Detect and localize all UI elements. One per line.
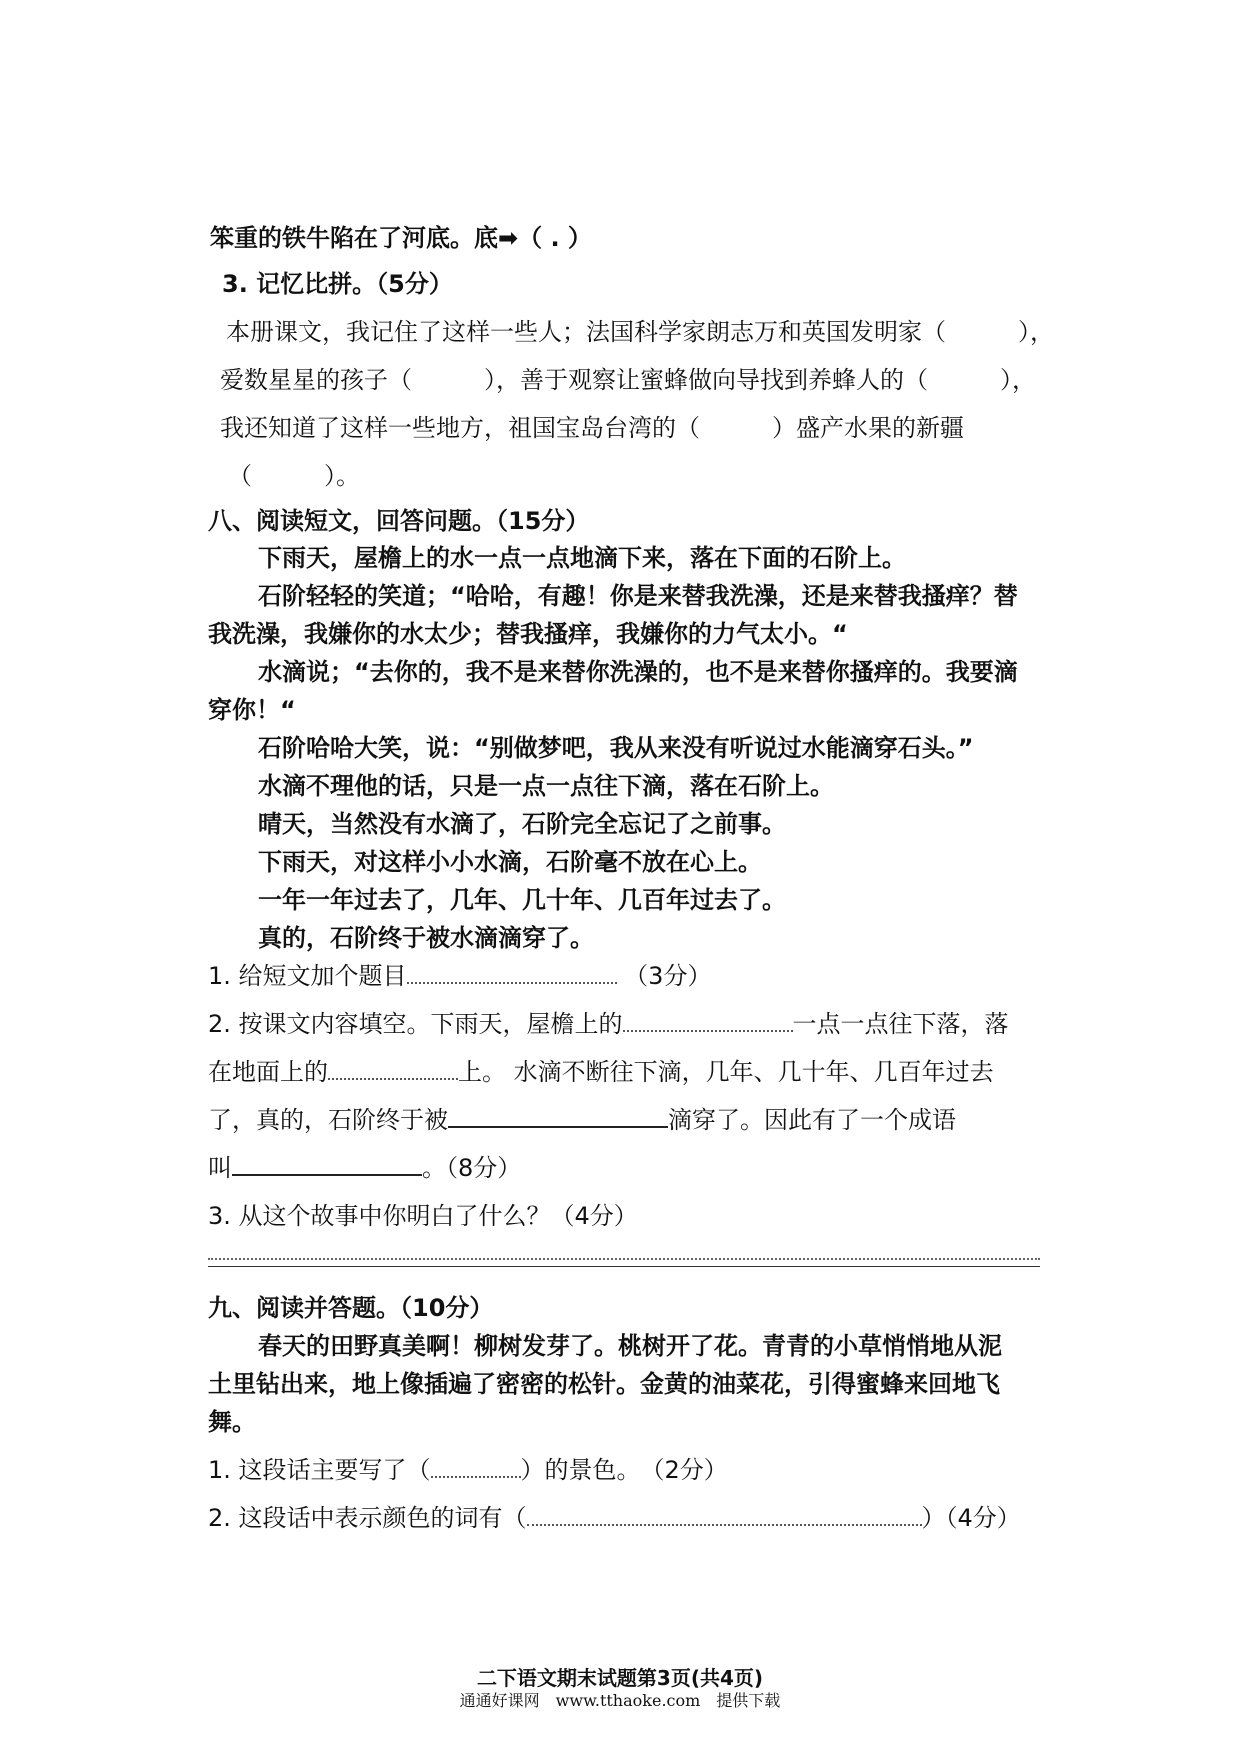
s8-q2-blank-1[interactable] <box>623 1008 793 1032</box>
s8-q2-text-4a: 叫 <box>208 1154 232 1182</box>
passage-line-8: 晴天，当然没有水滴了，石阶完全忘记了之前事。 <box>258 810 786 838</box>
passage-line-7: 水滴不理他的话，只是一点一点往下滴，落在石阶上。 <box>258 772 834 800</box>
passage-line-9: 下雨天，对这样小小水滴，石阶毫不放在心上。 <box>258 848 762 876</box>
s8-q2-line-2 <box>208 1056 994 1088</box>
page-footer-source: 通通好课网 www.tthaoke.com 提供下载 <box>459 1691 781 1710</box>
q2-item-line: 笨重的铁牛陷在了河底。底➡（ . ） <box>210 224 592 252</box>
s8-q2-text-4b: 。（8分） <box>422 1154 522 1182</box>
s8-q2-text-1b: 一点一点往下落，落 <box>792 1010 1009 1038</box>
passage-line-11: 真的，石阶终于被水滴滴穿了。 <box>258 924 594 952</box>
s9-q2-blank[interactable] <box>527 1504 922 1526</box>
q3-line-2: 爱数星星的孩子（ ），善于观察让蜜蜂做向导找到养蜂人的（ ）， <box>220 366 1036 394</box>
s8-q3-answer-line[interactable] <box>208 1258 1040 1260</box>
s8-q1-blank[interactable] <box>407 960 617 984</box>
passage-line-1: 下雨天，屋檐上的水一点一点地滴下来，落在下面的石阶上。 <box>258 544 906 572</box>
s8-q1 <box>208 960 711 992</box>
s8-q2-text-3b: 滴穿了。因此有了一个成语 <box>668 1106 956 1134</box>
s8-q2-text-1a: 2. 按课文内容填空。下雨天，屋檐上的 <box>208 1010 623 1038</box>
s8-q2-blank-4[interactable] <box>232 1152 422 1176</box>
passage-line-10: 一年一年过去了，几年、几十年、几百年过去了。 <box>258 886 786 914</box>
s8-q2-line-3 <box>208 1104 956 1136</box>
q3-line-4: （ ）。 <box>228 462 360 490</box>
s8-q2-blank-3[interactable] <box>448 1104 668 1128</box>
s9-q1-text-a: 1. 这段话主要写了（ <box>208 1456 431 1484</box>
section-9-title: 九、阅读并答题。（10分） <box>208 1294 494 1322</box>
s9-q1 <box>208 1454 728 1486</box>
s8-q2-line-4 <box>208 1152 521 1184</box>
passage-line-2: 石阶轻轻的笑道；“哈哈，有趣！你是来替我洗澡，还是来替我搔痒？替 <box>258 582 1018 610</box>
s9-q2 <box>208 1502 1021 1534</box>
q3-title: 3. 记忆比拼。（5分） <box>222 270 453 298</box>
q3-line-3: 我还知道了这样一些地方，祖国宝岛台湾的（ ）盛产水果的新疆 <box>220 414 964 442</box>
s9-passage-line-1: 春天的田野真美啊！柳树发芽了。桃树开了花。青青的小草悄悄地从泥 <box>258 1332 1002 1360</box>
q3-line-1: 本册课文，我记住了这样一些人；法国科学家朗志万和英国发明家（ ）， <box>226 318 1054 346</box>
passage-line-3: 我洗澡，我嫌你的水太少；替我搔痒，我嫌你的力气太小。“ <box>208 620 848 648</box>
passage-line-6: 石阶哈哈大笑，说：“别做梦吧，我从来没有听说过水能滴穿石头。” <box>258 734 974 762</box>
s8-q2-blank-2[interactable] <box>328 1056 458 1080</box>
page-footer-title: 二下语文期末试题第3页(共4页) <box>476 1666 764 1690</box>
s9-passage-line-2: 土里钻出来，地上像插遍了密密的松针。金黄的油菜花，引得蜜蜂来回地飞 <box>208 1370 1000 1398</box>
s9-q1-text-b: ）的景色。 （2分） <box>520 1456 728 1484</box>
s8-q2-line-1 <box>208 1008 1009 1040</box>
s8-q1-score: （3分） <box>624 962 712 990</box>
s8-q1-text: 1. 给短文加个题目 <box>208 962 407 990</box>
s8-q2-text-2b: 上。 水滴不断往下滴，几年、几十年、几百年过去 <box>458 1058 994 1086</box>
s9-q2-text-a: 2. 这段话中表示颜色的词有（ <box>208 1504 527 1532</box>
s8-q2-text-2a: 在地面上的 <box>208 1058 328 1086</box>
s9-q1-blank[interactable] <box>431 1456 521 1478</box>
s8-q3-answer-underline <box>208 1266 1040 1267</box>
s9-passage-line-3: 舞。 <box>208 1408 256 1436</box>
s9-q2-text-b: ）（4分） <box>921 1504 1021 1532</box>
s8-q2-text-3a: 了，真的，石阶终于被 <box>208 1106 448 1134</box>
section-8-title: 八、阅读短文，回答问题。（15分） <box>208 507 590 535</box>
s8-q3: 3. 从这个故事中你明白了什么？（4分） <box>208 1202 638 1230</box>
passage-line-5: 穿你！“ <box>208 696 296 724</box>
passage-line-4: 水滴说；“去你的，我不是来替你洗澡的，也不是来替你搔痒的。我要滴 <box>258 658 1018 686</box>
